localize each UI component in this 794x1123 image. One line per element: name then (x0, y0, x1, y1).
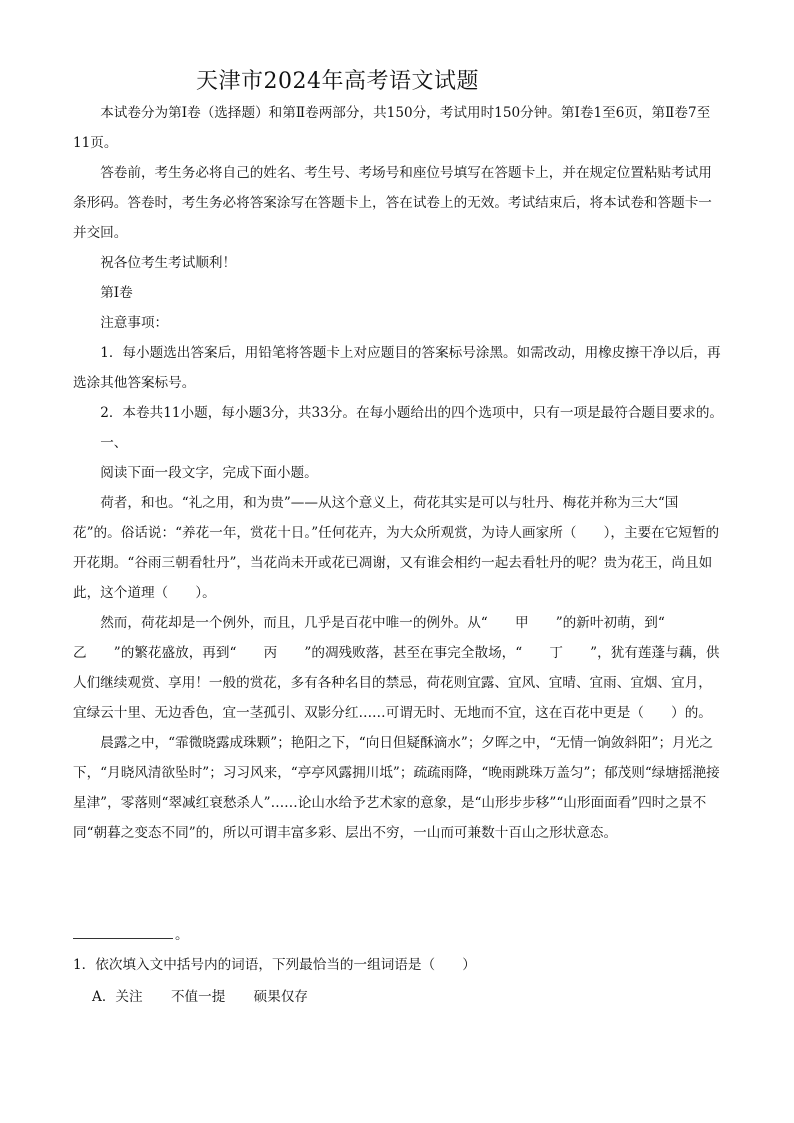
section-heading: 第Ⅰ卷 (100, 285, 133, 301)
part-number: 一、 (100, 435, 128, 451)
note-1: 1．每小题选出答案后，用铅笔将答题卡上对应题目的答案标号涂黑。如需改动，用橡皮擦干净以后，再选涂其他答案标号。 (73, 345, 721, 391)
option-a-word-1: A．关注 (92, 989, 143, 1005)
blank-underline (73, 922, 173, 939)
fill-blank-line (73, 920, 189, 950)
exam-body (73, 98, 723, 848)
reading-instruction: 阅读下面一段文字，完成下面小题。 (100, 465, 318, 481)
question-1: 1．依次填入文中括号内的词语，下列最恰当的一组词语是（ ） (73, 957, 476, 973)
passage-paragraph-1: 荷者，和也。“礼之用，和为贵”——从这个意义上，荷花其实是可以与牡丹、梅花并称为三大“国花”的。俗话说：“养花一年，赏花十日。”任何花卉，为大众所观赏，为诗人画家所（ ），主要在它短暂的开花期。“谷雨三朝看牡丹”，当花尚未开或花已凋谢，又有谁会相约一起去看牡丹的呢？贵为花王，尚且如此，这个道理（ ）。 (73, 495, 720, 601)
option-a-word-2: 不值一提 (170, 989, 226, 1005)
notes-heading: 注意事项： (100, 315, 169, 331)
exam-title: 天津市2024年高考语文试题 (196, 69, 479, 94)
option-a-word-3: 硕果仅存 (253, 989, 309, 1005)
intro-paragraph-3: 祝各位考生考试顺利！ (100, 255, 237, 271)
note-2: 2．本卷共11小题，每小题3分，共33分。在每小题给出的四个选项中，只有一项是最符合题目要求的。 (100, 405, 724, 421)
passage-paragraph-2: 然而，荷花却是一个例外，而且，几乎是百花中唯一的例外。从“ 甲 ”的新叶初萌，到“ 乙 ”的繁花盛放，再到“ 丙 ”的凋残败落，甚至在事完全散场，“ 丁 ”，犹有莲蓬与藕，供人们继续观赏、享用！一般的赏花，多有各种名目的禁忌，荷花则宜露、宜风、宜晴、宜雨、宜烟、宜月，宜绿云十里、无边香色，宜一茎孤引、双影分红……可谓无时、无地而不宜，这在百花中更是（ ）的。 (73, 615, 720, 721)
intro-paragraph-2: 答卷前，考生务必将自己的姓名、考生号、考场号和座位号填写在答题卡上，并在规定位置粘贴考试用条形码。答卷时，考生务必将答案涂写在答题卡上，答在试卷上的无效。考试结束后，将本试卷和答题卡一并交回。 (73, 165, 712, 241)
blank-end-mark: 。 (175, 927, 189, 943)
passage-paragraph-3: 晨露之中，“霏微晓露成珠颗”；艳阳之下，“向日但疑酥滴水”；夕晖之中，“无情一饷敛斜阳”；月光之下，“月晓风清欲坠时”；习习风来，“亭亭风露拥川坻”；疏疏雨降，“晚雨跳珠万盖匀”；郁茂则“绿塘摇滟接星津”，零落则“翠减红衰愁杀人”……论山水给予艺术家的意象，是“山形步步移”“山形面面看”四时之景不同“朝暮之变态不同”的，所以可谓丰富多彩、层出不穷，一山而可兼数十百山之形状意态。 (73, 735, 720, 841)
option-a (92, 982, 332, 1012)
intro-paragraph-1: 本试卷分为第Ⅰ卷（选择题）和第Ⅱ卷两部分，共150分，考试用时150分钟。第Ⅰ卷1至6页，第Ⅱ卷7至11页。 (73, 105, 711, 151)
